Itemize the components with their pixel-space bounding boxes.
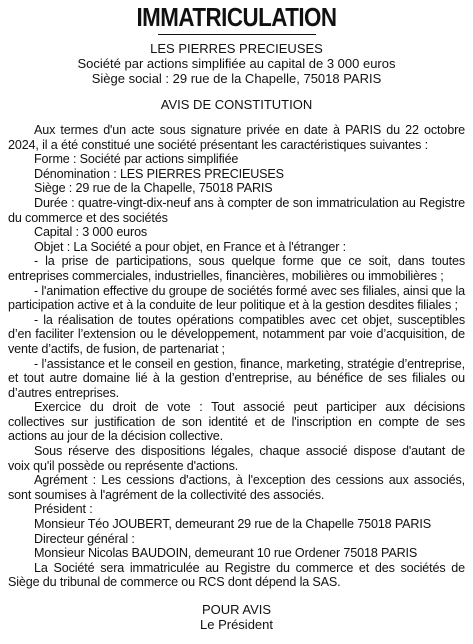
paragraph: Directeur général : bbox=[34, 531, 135, 546]
company-form-line: Société par actions simplifiée au capital de 3 000 euros bbox=[77, 56, 396, 71]
closing-block bbox=[8, 602, 465, 632]
notice-headline: IMMATRICULATION bbox=[136, 2, 337, 32]
paragraph: La Société sera immatriculée au Registre du commerce et des sociétés de Siège du tribunal de commerce ou RCS dont dépend la SAS. bbox=[8, 560, 465, 590]
paragraph: Aux termes d'un acte sous signature privée en date à PARIS du 22 octobre 2024, il a été constitué une société présentant les caractéristiques suivantes : bbox=[8, 123, 465, 152]
paragraph: Sous réserve des dispositions légales, chaque associé dispose d'autant de voix qu'il possède ou représente d'actions. bbox=[8, 444, 465, 473]
paragraph: Agrément : Les cessions d'actions, à l'exception des cessions aux associés, sont soumises à l'agrément de la collectivité des associés. bbox=[8, 473, 465, 502]
notice-body bbox=[8, 123, 465, 590]
paragraph: Président : bbox=[34, 502, 93, 517]
paragraph: Siège : 29 rue de la Chapelle, 75018 PARIS bbox=[34, 181, 273, 196]
paragraph: Dénomination : LES PIERRES PRECIEUSES bbox=[34, 166, 284, 181]
paragraph: Durée : quatre-vingt-dix-neuf ans à compter de son immatriculation au Registre du commerce et des sociétés bbox=[8, 195, 465, 225]
spacer bbox=[8, 86, 465, 97]
company-seat-line: Siège social : 29 rue de la Chapelle, 75018 PARIS bbox=[91, 71, 382, 86]
notice-type: AVIS DE CONSTITUTION bbox=[160, 97, 313, 112]
paragraph: - l’assistance et le conseil en gestion, finance, marketing, stratégie d’entreprise, et tout autre domaine lié à la gestion d’entreprise, au bénéfice de ses filiales ou d’autres entreprises. bbox=[8, 356, 465, 400]
paragraph: Monsieur Téo JOUBERT, demeurant 29 rue de la Chapelle 75018 PARIS bbox=[34, 517, 431, 532]
paragraph: Exercice du droit de vote : Tout associé peut participer aux décisions collectives sur justification de son identité et de l'inscription en compte de ses actions au jour de la décision collective. bbox=[8, 400, 465, 444]
paragraph: - l'animation effective du groupe de sociétés formé avec ses filiales, ainsi que la participation active et à la conduite de leur politique et à la gestion desdites filiales ; bbox=[8, 283, 465, 313]
company-name: LES PIERRES PRECIEUSES bbox=[150, 41, 323, 56]
signatory-title: Le Président bbox=[200, 617, 273, 632]
paragraph: Capital : 3 000 euros bbox=[34, 225, 148, 240]
paragraph: - la réalisation de toutes opérations compatibles avec cet objet, susceptibles d’en faciliter l’extension ou le développement, notamment par voie d’acquisition, de vente d’actifs, de fusion, de partenariat ; bbox=[8, 312, 465, 356]
closing-line: POUR AVIS bbox=[201, 602, 272, 617]
paragraph: Forme : Société par actions simplifiée bbox=[34, 152, 239, 167]
paragraph: Monsieur Nicolas BAUDOIN, demeurant 10 rue Ordener 75018 PARIS bbox=[34, 546, 418, 561]
spacer bbox=[8, 112, 465, 123]
paragraph: Objet : La Société a pour objet, en France et à l'étranger : bbox=[34, 239, 346, 254]
headline-underline bbox=[158, 34, 316, 35]
paragraph: - la prise de participations, sous quelque forme que ce soit, dans toutes entreprises commerciales, industrielles, financières, mobilières ou immobilières ; bbox=[8, 254, 465, 283]
